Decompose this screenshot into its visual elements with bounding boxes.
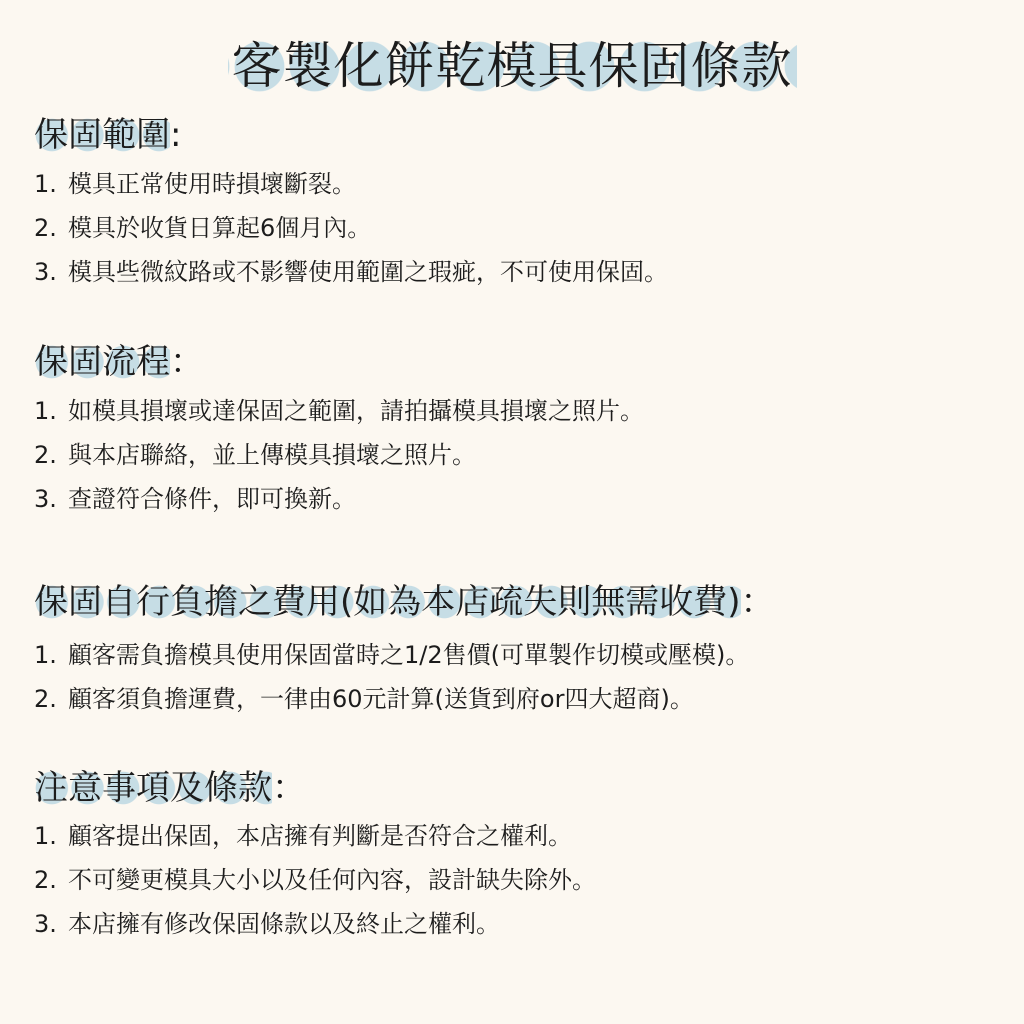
warranty-scope-list [34, 162, 668, 294]
item-number: 1. [34, 170, 57, 198]
item-text: 顧客提出保固，本店擁有判斷是否符合之權利。 [68, 822, 572, 850]
list-item [34, 677, 749, 721]
warranty-process-list [34, 389, 644, 521]
page-title [0, 36, 1024, 96]
item-number: 3. [34, 258, 57, 286]
self-paid-costs-list [34, 633, 749, 721]
item-number: 3. [34, 485, 57, 513]
item-number: 1. [34, 641, 57, 669]
heading-colon: ： [740, 582, 775, 622]
list-item [34, 633, 749, 677]
item-text: 模具於收貨日算起6個月內。 [68, 214, 372, 242]
section-heading-self-paid-costs [34, 580, 775, 624]
list-item [34, 250, 668, 294]
section-heading-notes-and-terms [34, 766, 306, 810]
item-text: 與本店聯絡，並上傳模具損壞之照片。 [68, 441, 476, 469]
section-heading-text: 保固流程 [34, 342, 170, 382]
list-item [34, 433, 644, 477]
item-number: 2. [34, 441, 57, 469]
section-heading-warranty-process [34, 340, 204, 384]
item-text: 本店擁有修改保固條款以及終止之權利。 [68, 910, 500, 938]
item-text: 顧客須負擔運費，一律由60元計算(送貨到府or四大超商)。 [68, 685, 694, 713]
item-text: 模具些微紋路或不影響使用範圍之瑕疵，不可使用保固。 [68, 258, 668, 286]
item-number: 3. [34, 910, 57, 938]
item-number: 2. [34, 685, 57, 713]
notes-and-terms-list [34, 814, 596, 946]
section-heading-text: 注意事項及條款 [34, 768, 272, 808]
section-heading-text: 保固自行負擔之費用(如為本店疏失則無需收費) [34, 582, 741, 622]
section-heading-text: 保固範圍 [34, 115, 170, 155]
item-number: 1. [34, 397, 57, 425]
item-text: 不可變更模具大小以及任何內容，設計缺失除外。 [68, 866, 596, 894]
item-text: 查證符合條件，即可換新。 [68, 485, 356, 513]
item-number: 2. [34, 866, 57, 894]
list-item [34, 206, 668, 250]
page-title-text: 客製化餅乾模具保固條款 [228, 31, 797, 101]
heading-colon: : [170, 115, 182, 155]
item-text: 顧客需負擔模具使用保固當時之1/2售價(可單製作切模或壓模)。 [68, 641, 750, 669]
item-number: 1. [34, 822, 57, 850]
heading-colon: ： [170, 342, 204, 382]
list-item [34, 477, 644, 521]
item-number: 2. [34, 214, 57, 242]
list-item [34, 858, 596, 902]
list-item [34, 902, 596, 946]
list-item [34, 162, 668, 206]
heading-colon: ： [272, 768, 306, 808]
item-text: 模具正常使用時損壞斷裂。 [68, 170, 356, 198]
section-heading-warranty-scope [34, 113, 181, 157]
list-item [34, 814, 596, 858]
list-item [34, 389, 644, 433]
item-text: 如模具損壞或達保固之範圍，請拍攝模具損壞之照片。 [68, 397, 644, 425]
